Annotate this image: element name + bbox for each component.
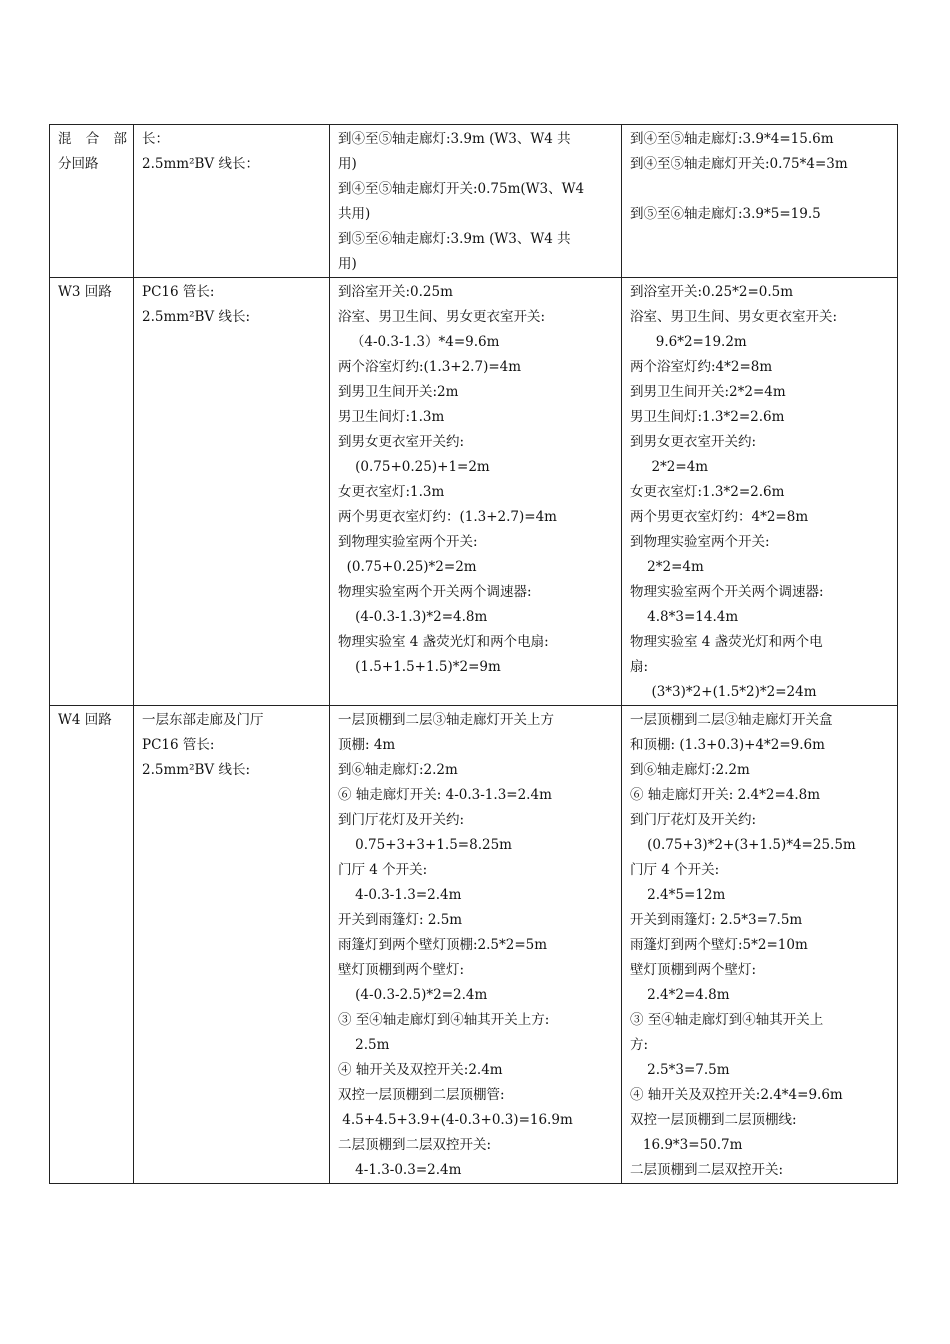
- text-line: 开关到雨篷灯: 2.5*3=7.5m: [630, 912, 803, 928]
- text-line: (0.75+3)*2+(3+1.5)*4=25.5m: [630, 837, 856, 853]
- text-line: ④ 轴开关及双控开关:2.4m: [338, 1062, 503, 1078]
- text-line: 2*2=4m: [630, 559, 704, 575]
- text-line: 浴室、男卫生间、男女更衣室开关:: [630, 309, 838, 325]
- text-line: （4-0.3-1.3）*4=9.6m: [338, 334, 500, 350]
- text-line: 长：: [142, 131, 169, 147]
- text-line: 用): [338, 256, 357, 272]
- text-line: 一层顶棚到二层③轴走廊灯开关上方: [338, 712, 554, 728]
- text-line: 用): [338, 156, 357, 172]
- text-line: ④ 轴开关及双控开关:2.4*4=9.6m: [630, 1087, 843, 1103]
- text-line: 4.5+4.5+3.9+(4-0.3+0.3)=16.9m: [338, 1112, 573, 1128]
- text-line: 到④至⑤轴走廊灯开关:0.75*4=3m: [630, 156, 848, 172]
- text-line: ⑥ 轴走廊灯开关: 2.4*2=4.8m: [630, 787, 821, 803]
- text-line: 浴室、男卫生间、男女更衣室开关:: [338, 309, 546, 325]
- text-line: 到男卫生间开关:2m: [338, 384, 459, 400]
- text-line: 一层东部走廊及门厅: [142, 712, 264, 728]
- text-line: 到⑤至⑥轴走廊灯:3.9m (W3、W4 共: [338, 231, 571, 247]
- text-line: 物理实验室两个开关两个调速器:: [630, 584, 824, 600]
- text-line: 9.6*2=19.2m: [630, 334, 747, 350]
- text-line: 两个男更衣室灯约：4*2=8m: [630, 509, 809, 525]
- text-line: 两个浴室灯约:4*2=8m: [630, 359, 773, 375]
- text-line: 壁灯顶棚到两个壁灯:: [630, 962, 757, 978]
- text-line: 二层顶棚到二层双控开关:: [630, 1162, 784, 1178]
- text-line: 物理实验室 4 盏荧光灯和两个电扇:: [338, 634, 549, 650]
- text-line: 到男女更衣室开关约:: [338, 434, 465, 450]
- text-line: 到浴室开关:0.25*2=0.5m: [630, 284, 794, 300]
- text-line: (4-0.3-1.3)*2=4.8m: [338, 609, 488, 625]
- text-line: 4-1.3-0.3=2.4m: [338, 1162, 462, 1178]
- total-quantity-cell: [622, 706, 898, 1184]
- text-line: 2.5*3=7.5m: [630, 1062, 730, 1078]
- text-line: 雨篷灯到两个壁灯:5*2=10m: [630, 937, 808, 953]
- text-line: 两个男更衣室灯约：(1.3+2.7)=4m: [338, 509, 557, 525]
- table-row: [50, 706, 898, 1184]
- text-line: 4.8*3=14.4m: [630, 609, 739, 625]
- text-line: 到男卫生间开关:2*2=4m: [630, 384, 786, 400]
- text-line: 混 合 部: [58, 131, 127, 147]
- circuit-label-cell: [50, 706, 134, 1184]
- circuit-label-cell: [50, 125, 134, 278]
- text-line: ③ 至④轴走廊灯到④轴其开关上方:: [338, 1012, 550, 1028]
- text-line: 到④至⑤轴走廊灯:3.9*4=15.6m: [630, 131, 834, 147]
- text-line: 双控一层顶棚到二层顶棚线:: [630, 1112, 797, 1128]
- single-quantity-cell: [330, 278, 622, 706]
- text-line: 到⑥轴走廊灯:2.2m: [630, 762, 750, 778]
- item-description-cell: [134, 278, 330, 706]
- text-line: 开关到雨篷灯: 2.5m: [338, 912, 463, 928]
- text-line: 到浴室开关:0.25m: [338, 284, 453, 300]
- text-line: W4 回路: [58, 712, 112, 728]
- item-description-cell: [134, 125, 330, 278]
- text-line: (0.75+0.25)+1=2m: [338, 459, 490, 475]
- text-line: 0.75+3+3+1.5=8.25m: [338, 837, 512, 853]
- item-description-cell: [134, 706, 330, 1184]
- text-line: 2.4*5=12m: [630, 887, 726, 903]
- circuit-label-cell: [50, 278, 134, 706]
- text-line: 一层顶棚到二层③轴走廊灯开关盒: [630, 712, 833, 728]
- table-row: [50, 125, 898, 278]
- text-line: PC16 管长:: [142, 284, 215, 300]
- text-line: 到门厅花灯及开关约:: [338, 812, 465, 828]
- text-line: 女更衣室灯:1.3*2=2.6m: [630, 484, 785, 500]
- text-line: 双控一层顶棚到二层顶棚管:: [338, 1087, 505, 1103]
- text-line: 男卫生间灯:1.3*2=2.6m: [630, 409, 785, 425]
- text-line: 到④至⑤轴走廊灯开关:0.75m(W3、W4: [338, 181, 585, 197]
- text-line: 2.5mm²BV 线长：: [142, 156, 259, 172]
- text-line: 物理实验室 4 盏荧光灯和两个电: [630, 634, 823, 650]
- text-line: 二层顶棚到二层双控开关:: [338, 1137, 492, 1153]
- text-line: 到物理实验室两个开关:: [338, 534, 478, 550]
- text-line: 16.9*3=50.7m: [630, 1137, 743, 1153]
- text-line: 和顶棚: (1.3+0.3)+4*2=9.6m: [630, 737, 825, 753]
- text-line: 两个浴室灯约:(1.3+2.7)=4m: [338, 359, 522, 375]
- text-line: 门厅 4 个开关:: [630, 862, 720, 878]
- text-line: 2*2=4m: [630, 459, 709, 475]
- text-line: 2.5m: [338, 1037, 390, 1053]
- text-line: (0.75+0.25)*2=2m: [338, 559, 477, 575]
- text-line: 男卫生间灯:1.3m: [338, 409, 445, 425]
- text-line: 雨篷灯到两个壁灯顶棚:2.5*2=5m: [338, 937, 548, 953]
- text-line: ⑥ 轴走廊灯开关: 4-0.3-1.3=2.4m: [338, 787, 552, 803]
- text-line: 2.5mm²BV 线长:: [142, 762, 250, 778]
- single-quantity-cell: [330, 125, 622, 278]
- table-row: [50, 278, 898, 706]
- text-line: 共用): [338, 206, 371, 222]
- text-line: 壁灯顶棚到两个壁灯:: [338, 962, 465, 978]
- text-line: 到男女更衣室开关约:: [630, 434, 757, 450]
- total-quantity-cell: [622, 278, 898, 706]
- text-line: 4-0.3-1.3=2.4m: [338, 887, 462, 903]
- text-line: W3 回路: [58, 284, 112, 300]
- text-line: 门厅 4 个开关:: [338, 862, 428, 878]
- text-line: (3*3)*2+(1.5*2)*2=24m: [630, 684, 817, 700]
- total-quantity-cell: [622, 125, 898, 278]
- text-line: 物理实验室两个开关两个调速器:: [338, 584, 532, 600]
- text-line: 到⑥轴走廊灯:2.2m: [338, 762, 458, 778]
- text-line: ③ 至④轴走廊灯到④轴其开关上: [630, 1012, 824, 1028]
- text-line: 方:: [630, 1037, 649, 1053]
- text-line: 扇:: [630, 659, 649, 675]
- text-line: 女更衣室灯:1.3m: [338, 484, 445, 500]
- text-line: 2.5mm²BV 线长:: [142, 309, 250, 325]
- single-quantity-cell: [330, 706, 622, 1184]
- text-line: (4-0.3-2.5)*2=2.4m: [338, 987, 488, 1003]
- text-line: 顶棚: 4m: [338, 737, 396, 753]
- text-line: (1.5+1.5+1.5)*2=9m: [338, 659, 501, 675]
- text-line: 到物理实验室两个开关:: [630, 534, 770, 550]
- text-line: 到④至⑤轴走廊灯:3.9m (W3、W4 共: [338, 131, 571, 147]
- text-line: PC16 管长:: [142, 737, 215, 753]
- text-line: 到⑤至⑥轴走廊灯:3.9*5=19.5: [630, 206, 821, 222]
- text-line: 2.4*2=4.8m: [630, 987, 730, 1003]
- text-line: [630, 177, 891, 202]
- text-line: 分回路: [58, 156, 99, 172]
- quantity-calculation-table: [49, 124, 898, 1184]
- text-line: 到门厅花灯及开关约:: [630, 812, 757, 828]
